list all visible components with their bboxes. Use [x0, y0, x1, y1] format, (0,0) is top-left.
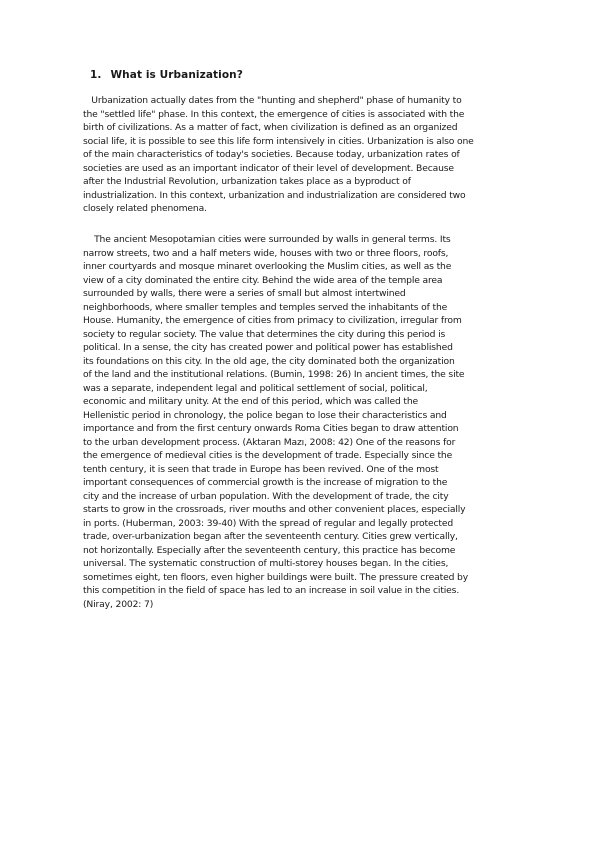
paragraph-line: its foundations on this city. In the old age, the city dominated both the organization — [83, 355, 455, 367]
paragraph-line: of the land and the institutional relations. (Bumin, 1998: 26) In ancient times, the site — [83, 369, 465, 380]
paragraph-line: birth of civilizations. As a matter of fact, when civilization is defined as an organized — [83, 122, 458, 133]
paragraph-line: in ports. (Huberman, 2003: 39-40) With the spread of regular and legally protected — [83, 517, 454, 529]
section-heading — [90, 69, 243, 81]
paragraph-line: industrialization. In this context, urbanization and industrialization are considered two — [83, 189, 466, 201]
section-number: 1. — [90, 69, 102, 81]
section-title: What is Urbanization? — [110, 69, 243, 81]
paragraph-line: tenth century, it is seen that trade in Europe has been revived. One of the most — [83, 463, 439, 475]
paragraph-line: The ancient Mesopotamian cities were surrounded by walls in general terms. Its — [83, 234, 451, 245]
paragraph-2 — [83, 233, 525, 611]
paragraph-line: social life, it is possible to see this life form intensively in cities. Urbanization is also one — [83, 135, 474, 147]
paragraph-line: closely related phenomena. — [83, 203, 207, 214]
paragraph-1 — [83, 94, 525, 216]
paragraph-line: sometimes eight, ten floors, even higher buildings were built. The pressure created by — [83, 571, 468, 583]
paragraph-line: after the Industrial Revolution, urbanization takes place as a byproduct of — [83, 176, 411, 187]
paragraph-line: surrounded by walls, there were a series of small but almost intertwined — [83, 288, 406, 299]
paragraph-line: to the urban development process. (Aktaran Mazı, 2008: 42) One of the reasons for — [83, 436, 456, 448]
paragraph-line: Urbanization actually dates from the "hunting and shepherd" phase of humanity to — [83, 95, 462, 106]
paragraph-line: inner courtyards and mosque minaret overlooking the Muslim cities, as well as the — [83, 261, 452, 272]
paragraph-line: neighborhoods, where smaller temples and temples served the inhabitants of the — [83, 301, 448, 313]
paragraph-line: this competition in the field of space has led to an increase in soil value in the cities. — [83, 585, 460, 596]
paragraph-line: view of a city dominated the entire city. Behind the wide area of the temple area — [83, 274, 443, 286]
paragraph-line: trade, over-urbanization began after the seventeenth century. Cities grew vertically, — [83, 531, 458, 542]
paragraph-line: societies are used as an important indicator of their level of development. Because — [83, 162, 454, 174]
paragraph-line: importance and from the first century onwards Roma Cities began to draw attention — [83, 423, 459, 434]
paragraph-line: Hellenistic period in chronology, the police began to lose their characteristics and — [83, 409, 447, 421]
paragraph-line: not horizontally. Especially after the seventeenth century, this practice has become — [83, 544, 456, 556]
paragraph-line: starts to grow in the crossroads, river mouths and other convenient places, especially — [83, 504, 466, 515]
paragraph-line: society to regular society. The value that determines the city during this period is — [83, 328, 446, 340]
paragraph-line: House. Humanity, the emergence of cities from primacy to civilization, irregular from — [83, 315, 462, 326]
paragraph-line: important consequences of commercial growth is the increase of migration to the — [83, 477, 448, 488]
paragraph-line: the "settled life" phase. In this context, the emergence of cities is associated with the — [83, 108, 465, 120]
paragraph-line: political. In a sense, the city has created power and political power has established — [83, 342, 453, 353]
paragraph-line: universal. The systematic construction of multi-storey houses began. In the cities, — [83, 558, 449, 569]
paragraph-line: of the main characteristics of today's societies. Because today, urbanization rates of — [83, 149, 460, 160]
paragraph-line: the emergence of medieval cities is the development of trade. Especially since the — [83, 450, 453, 461]
paragraph-line: narrow streets, two and a half meters wide, houses with two or three floors, roofs, — [83, 247, 449, 259]
paragraph-line: was a separate, independent legal and political settlement of social, political, — [83, 382, 428, 394]
paragraph-line: (Niray, 2002: 7) — [83, 598, 154, 610]
paragraph-line: economic and military unity. At the end of this period, which was called the — [83, 396, 419, 407]
paragraph-line: city and the increase of urban population. With the development of trade, the city — [83, 490, 449, 502]
